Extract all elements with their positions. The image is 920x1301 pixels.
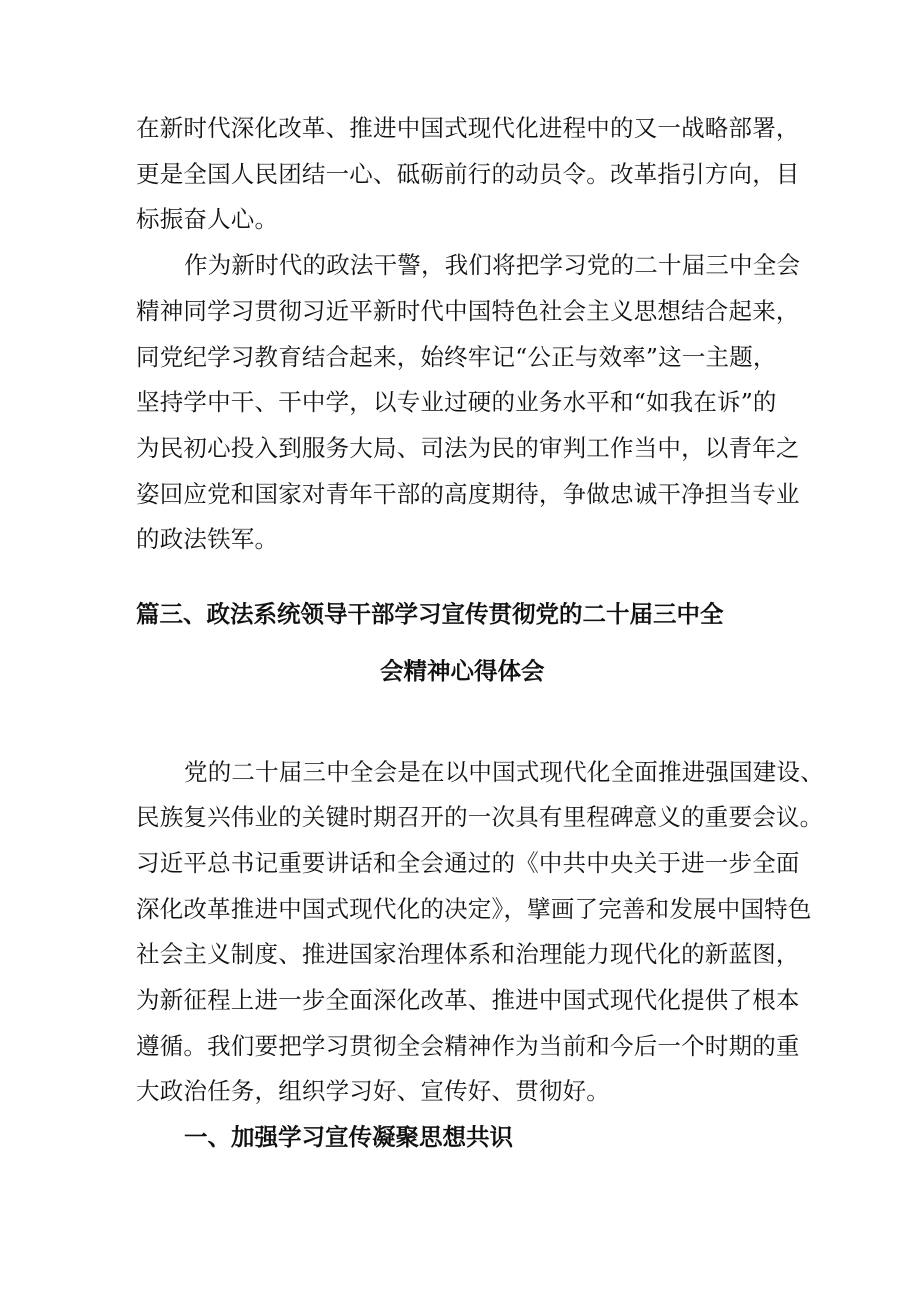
paragraph-line: 民族复兴伟业的关键时期召开的一次具有里程碑意义的重要会议。 <box>136 803 824 831</box>
paragraph-line: 姿回应党和国家对青年干部的高度期待，争做忠诚干净担当专业 <box>136 480 800 508</box>
paragraph-line: 坚持学中干、干中学，以专业过硬的业务水平和“如我在诉”的 <box>136 388 777 416</box>
paragraph-line: 大政治任务，组织学习好、宣传好、贯彻好。 <box>136 1077 610 1105</box>
section-title-line: 会精神心得体会 <box>380 657 545 685</box>
paragraph-line: 精神同学习贯彻习近平新时代中国特色社会主义思想结合起来， <box>136 297 800 325</box>
paragraph-line: 习近平总书记重要讲话和全会通过的《中共中央关于进一步全面 <box>136 849 800 877</box>
paragraph-line: 标振奋人心。 <box>136 205 279 233</box>
paragraph-line: 深化改革推进中国式现代化的决定》，擘画了完善和发展中国特色 <box>136 895 812 923</box>
paragraph-line: 为民初心投入到服务大局、司法为民的审判工作当中，以青年之 <box>136 434 800 462</box>
section-title-line: 篇三、政法系统领导干部学习宣传贯彻党的二十届三中全 <box>136 600 724 628</box>
paragraph-line: 在新时代深化改革、推进中国式现代化进程中的又一战略部署， <box>136 114 800 142</box>
paragraph-line: 同党纪学习教育结合起来，始终牢记“公正与效率”这一主题， <box>136 343 777 371</box>
paragraph-line: 社会主义制度、推进国家治理体系和治理能力现代化的新蓝图， <box>136 940 800 968</box>
paragraph-line: 为新征程上进一步全面深化改革、推进中国式现代化提供了根本 <box>136 986 800 1014</box>
paragraph-line: 更是全国人民团结一心、砥砺前行的动员令。改革指引方向，目 <box>136 160 800 188</box>
paragraph-line: 作为新时代的政法干警，我们将把学习党的二十届三中全会 <box>184 251 801 279</box>
paragraph-line: 遵循。我们要把学习贯彻全会精神作为当前和今后一个时期的重 <box>136 1032 800 1060</box>
subheading: 一、加强学习宣传凝聚思想共识 <box>184 1123 513 1151</box>
paragraph-line: 党的二十届三中全会是在以中国式现代化全面推进强国建设、 <box>184 758 824 786</box>
paragraph-line: 的政法铁军。 <box>136 525 279 553</box>
